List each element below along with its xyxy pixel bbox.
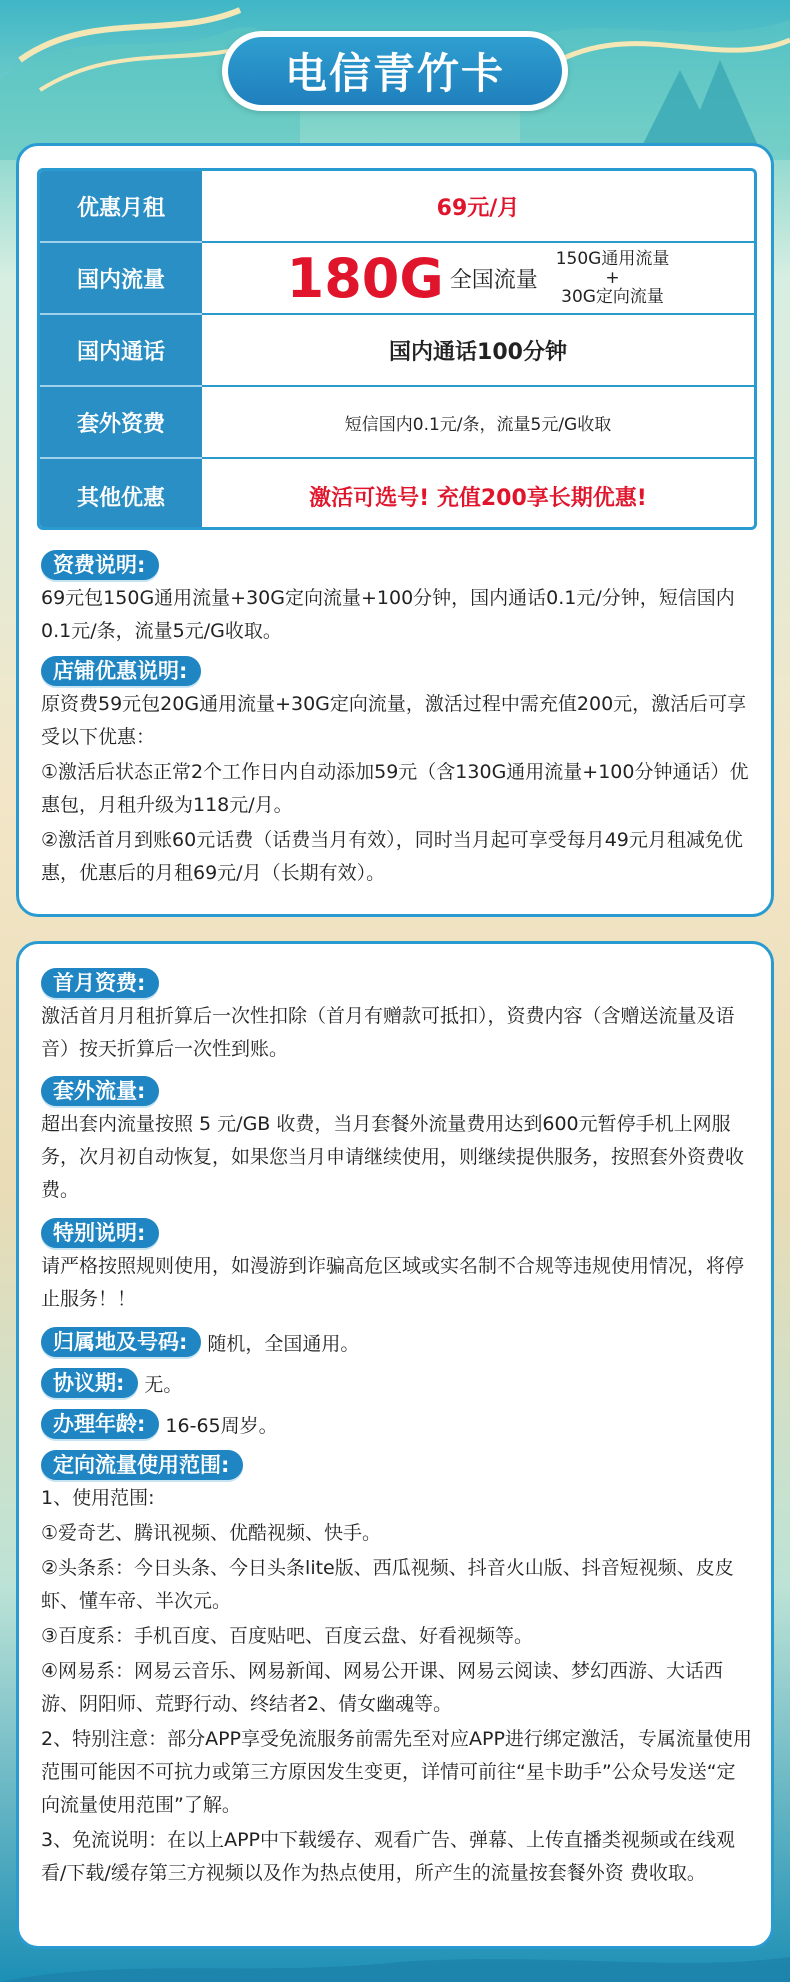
plan-label: 国内通话	[40, 315, 202, 387]
scope-line: ④网易系：网易云音乐、网易新闻、网易公开课、网易云阅读、梦幻西游、大话西游、阴阳师、荒野行动、终结者2、倩女幽魂等。	[41, 1660, 724, 1715]
shop-offer-line: 原资费59元包20G通用流量+30G定向流量，激活过程中需充值200元，激活后可享受以下优惠：	[41, 693, 747, 748]
section-tag: 首月资费:	[41, 968, 159, 998]
contract-text: 无。	[144, 1373, 183, 1396]
section-tag: 特别说明:	[41, 1218, 159, 1248]
scope-line: ③百度系：手机百度、百度贴吧、百度云盘、好看视频等。	[41, 1625, 534, 1647]
first-month-text: 激活首月月租折算后一次性扣除（首月有赠款可抵扣），资费内容（含赠送流量及语音）按天折算后一次性到账。	[41, 1005, 735, 1060]
plan-table	[37, 168, 757, 530]
shop-offer-line: ①激活后状态正常2个工作日内自动添加59元（含130G通用流量+100分钟通话）优惠包，月租升级为118元/月。	[41, 761, 749, 816]
section-tag: 资费说明:	[41, 550, 159, 580]
special-note	[41, 1218, 753, 1316]
fee-description-text: 69元包150G通用流量+30G定向流量+100分钟，国内通话0.1元/分钟，短信国内0.1元/条，流量5元/G收取。	[41, 587, 735, 642]
location-text: 随机，全国通用。	[207, 1332, 360, 1355]
plan-card	[16, 143, 774, 917]
data-amount: 180G	[286, 246, 444, 310]
plan-label: 套外资费	[40, 387, 202, 459]
fee-description	[41, 550, 753, 648]
overflow-text: 超出套内流量按照 5 元/GB 收费，当月套餐外流量费用达到600元暂停手机上网服务，次月初自动恢复，如果您当月申请继续使用，则继续提供服务，按照套外资费收费。	[41, 1113, 745, 1201]
plan-row-calls	[40, 315, 754, 387]
section-tag: 定向流量使用范围:	[41, 1450, 243, 1480]
plan-row-extra-fees	[40, 387, 754, 459]
calls-value: 国内通话100分钟	[389, 339, 567, 365]
directed-scope	[41, 1450, 753, 1890]
age-text: 16-65周岁。	[165, 1414, 278, 1437]
contract	[41, 1368, 753, 1398]
scope-line: ②头条系：今日头条、今日头条lite版、西瓜视频、抖音火山版、抖音短视频、皮皮虾、懂车帝、半次元。	[41, 1557, 734, 1612]
section-tag: 归属地及号码:	[41, 1327, 201, 1357]
plan-row-data	[40, 243, 754, 315]
data-value	[202, 243, 754, 313]
location	[41, 1327, 753, 1357]
plan-label: 国内流量	[40, 243, 202, 315]
section-tag: 协议期:	[41, 1368, 138, 1398]
section-tag: 办理年龄:	[41, 1409, 159, 1439]
data-scope: 全国流量	[449, 267, 538, 293]
plan-label: 优惠月租	[40, 171, 202, 243]
footer-decoration	[0, 1952, 790, 1982]
scope-line: 3、免流说明：在以上APP中下载缓存、观看广告、弹幕、上传直播类视频或在线观看/下载/缓存第三方视频以及作为热点使用，所产生的流量按套餐外资 费收取。	[41, 1829, 736, 1884]
page-title: 电信青竹卡	[228, 37, 562, 105]
section-tag: 店铺优惠说明:	[41, 656, 201, 686]
general-data: 150G通用流量	[555, 248, 670, 269]
shop-offer-line: ②激活首月到账60元话费（话费当月有效），同时当月起可享受每月49元月租减免优惠，优惠后的月租69元/月（长期有效）。	[41, 829, 743, 884]
age	[41, 1409, 753, 1439]
scope-line: 2、特别注意：部分APP享受免流服务前需先至对应APP进行绑定激活，专属流量使用范围可能因不可抗力或第三方原因发生变更，详情可前往“星卡助手”公众号发送“定向流量使用范围”了解。	[41, 1728, 752, 1816]
plan-label: 其他优惠	[40, 459, 202, 530]
extra-fees-value: 短信国内0.1元/条，流量5元/G收取	[344, 414, 612, 435]
plan-row-offers	[40, 459, 754, 530]
title-banner	[222, 31, 568, 111]
offers-value: 激活可选号! 充值200享长期优惠!	[309, 485, 647, 511]
scope-line: 1、使用范围:	[41, 1487, 155, 1509]
plan-row-monthly	[40, 171, 754, 243]
shop-offer	[41, 656, 753, 890]
data-breakdown	[556, 250, 670, 307]
special-text: 请严格按照规则使用，如漫游到诈骗高危区域或实名制不合规等违规使用情况，将停止服务！！	[41, 1255, 745, 1310]
section-tag: 套外流量:	[41, 1076, 159, 1106]
plus-sign: +	[605, 267, 620, 288]
directed-data: 30G定向流量	[561, 286, 664, 307]
overflow-data	[41, 1076, 753, 1207]
first-month	[41, 968, 753, 1066]
rules-card	[16, 941, 774, 1949]
monthly-fee-value: 69元/月	[436, 195, 520, 221]
scope-line: ①爱奇艺、腾讯视频、优酷视频、快手。	[41, 1522, 382, 1544]
